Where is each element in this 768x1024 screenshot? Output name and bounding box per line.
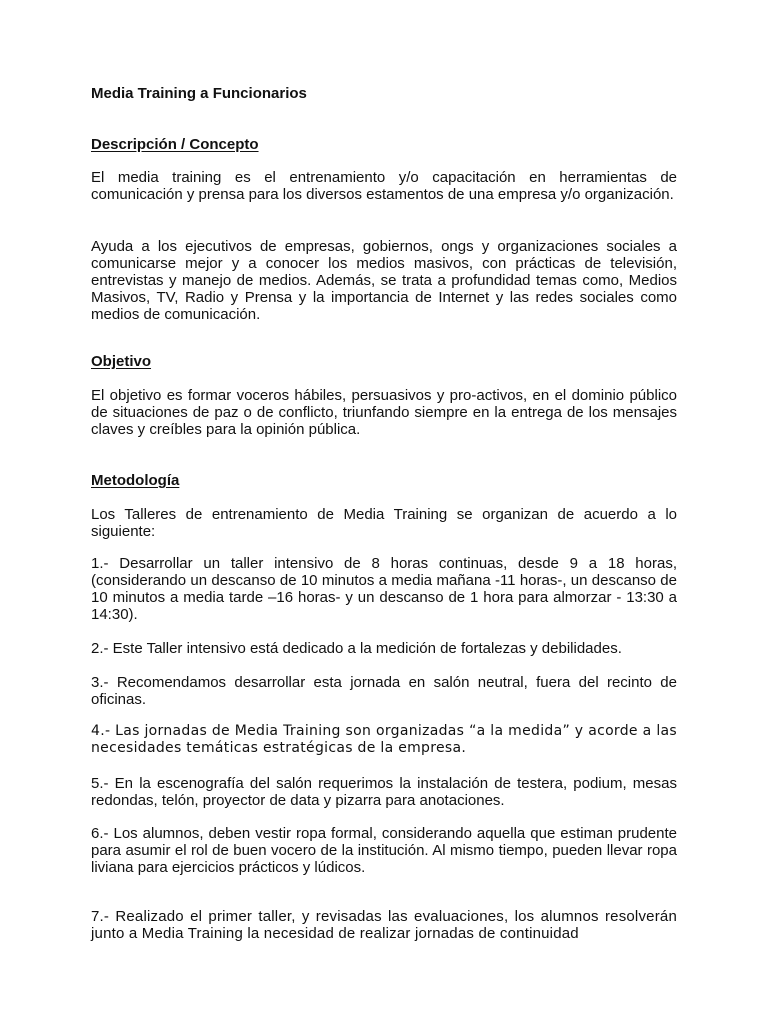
paragraph-metodologia-intro: Los Talleres de entrenamiento de Media Training se organizan de acuerdo a lo siguiente:	[91, 506, 677, 540]
document-title: Media Training a Funcionarios	[91, 85, 307, 102]
section-heading-objetivo: Objetivo	[91, 353, 152, 370]
paragraph-objetivo-1: El objetivo es formar voceros hábiles, persuasivos y pro-activos, en el dominio público de situaciones de paz o de conflicto, triunfando siempre en la entrega de los mensajes claves y creíbles para la opinión pública.	[91, 387, 677, 438]
section-heading-descripcion: Descripción / Concepto	[91, 136, 259, 153]
list-item-3: 3.- Recomendamos desarrollar esta jornada en salón neutral, fuera del recinto de oficinas.	[91, 674, 677, 708]
list-item-2: 2.- Este Taller intensivo está dedicado a la medición de fortalezas y debilidades.	[91, 640, 622, 657]
paragraph-descripcion-2: Ayuda a los ejecutivos de empresas, gobiernos, ongs y organizaciones sociales a comunicarse mejor y a conocer los medios masivos, con prácticas de televisión, entrevistas y manejo de medios. Además, se trata a profundidad temas como, Medios Masivos, TV, Radio y Prensa y la importancia de Internet y las redes sociales como medios de comunicación.	[91, 238, 677, 323]
list-item-4: 4.- Las jornadas de Media Training son organizadas “a la medida” y acorde a las necesidades temáticas estratégicas de la empresa.	[91, 723, 677, 756]
list-item-6: 6.- Los alumnos, deben vestir ropa formal, considerando aquella que estiman prudente para asumir el rol de buen vocero de la institución. Al mismo tiempo, pueden llevar ropa liviana para ejercicios prácticos y lúdicos.	[91, 825, 677, 876]
list-item-1: 1.- Desarrollar un taller intensivo de 8 horas continuas, desde 9 a 18 horas, (considerando un descanso de 10 minutos a media mañana -11 horas-, un descanso de 10 minutos a media tarde –16 horas- y un descanso de 1 hora para almorzar - 13:30 a 14:30).	[91, 555, 677, 623]
section-heading-metodologia: Metodología	[91, 472, 180, 489]
document-page	[91, 0, 677, 1024]
list-item-5: 5.- En la escenografía del salón requerimos la instalación de testera, podium, mesas redondas, telón, proyector de data y pizarra para anotaciones.	[91, 775, 677, 809]
paragraph-descripcion-1: El media training es el entrenamiento y/o capacitación en herramientas de comunicación y prensa para los diversos estamentos de una empresa y/o organización.	[91, 169, 677, 203]
list-item-7: 7.- Realizado el primer taller, y revisadas las evaluaciones, los alumnos resolverán junto a Media Training la necesidad de realizar jornadas de continuidad	[91, 908, 677, 942]
